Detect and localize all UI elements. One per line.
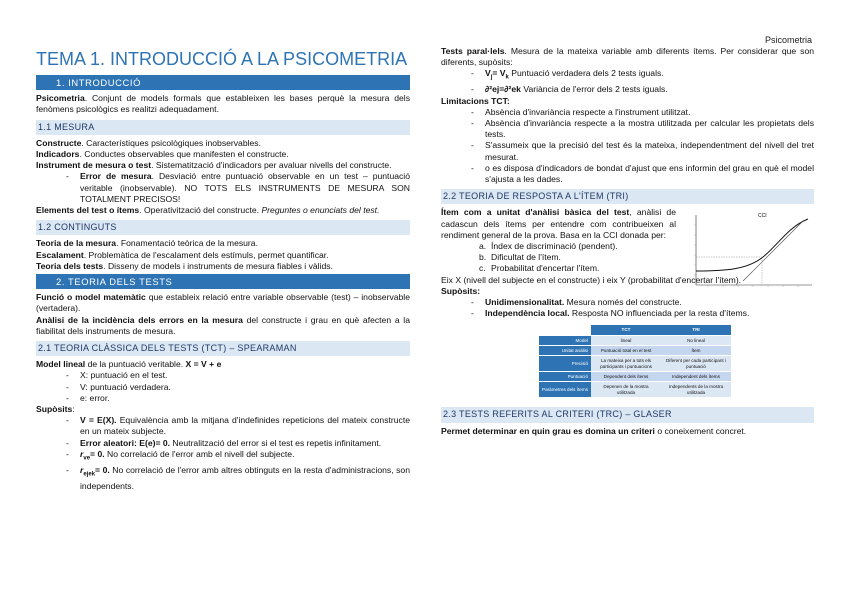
table-row [539, 346, 731, 356]
right-column [441, 46, 814, 437]
elements-def: Elements del test o ítems. Operativització del constructe. Preguntes o enunciats del test. [36, 205, 380, 216]
list-item: - V: puntuació verdadera. [66, 382, 410, 393]
list-item: - X: puntuació en el test. [66, 370, 410, 381]
cci-chart-label: CCI [758, 213, 767, 220]
left-column [36, 46, 410, 492]
list-item: - Absència d'invariància respecte a la mostra utilitzada per calcular les propietats dels tests. [471, 118, 814, 140]
cci-params [441, 241, 676, 275]
list-item: - Error aleatori: E(e)= 0. Neutralització del error si el test es repetis infinitament. [66, 438, 410, 449]
section-tri: 2.2 TEORIA DE RESPOSTA A L'ÍTEM (TRI) [441, 189, 814, 204]
error-list [36, 171, 410, 205]
page-header: Psicometria [764, 35, 812, 45]
table-cell: Independents de la mostra utilitzada [661, 382, 731, 398]
table-corner [539, 325, 591, 336]
table-row-label: Model [539, 336, 591, 346]
list-item: - ∂²ej=∂²ek Variància de l'error dels 2 tests iguals. [471, 84, 814, 95]
tri-text [441, 207, 676, 274]
tests-paralels-def: Tests paral·lels. Mesura de la mateixa variable amb diferents ítems. Per considerar que son diferents, supòsits: [441, 46, 815, 68]
list-item: - S'assumeix que la precisió del test és la mateixa, independentment del nivell del tret mesurat. [471, 140, 814, 162]
table-row [539, 382, 731, 398]
suposits-title: Supòsits: [36, 404, 75, 415]
teoria-mesura-def: Teoria de la mesura. Fonamentació teòrica de la mesura. [36, 238, 258, 249]
table-cell: No lineal [661, 336, 731, 346]
escalament-def: Escalament. Problemàtica de l'escalament dels estímuls, permet quantificar. [36, 249, 329, 260]
paralels-list [441, 68, 814, 95]
list-item: - e: error. [66, 393, 410, 404]
table-row [539, 372, 731, 382]
eix-def: Eix X (nivell del subjecte en el constructe) i eix Y (probabilitat d'encertar l'ítem). [441, 274, 742, 285]
section-trc: 2.3 TESTS REFERITS AL CRITERI (TRC) – GLASER [441, 407, 814, 422]
psicometria-def: Psicometria. Conjunt de models formals que estableixen les bases perquè la mesura dels fenòmens psicològics es realitzi adequadament. [36, 93, 410, 115]
cci-slope-line [743, 221, 803, 281]
table-cell: La mateixa per a tots els participants i puntuacions [591, 356, 661, 372]
trc-def: Permet determinar en quin grau es domina un criteri o coneixement concret. [441, 425, 747, 436]
list-item: - Unidimensionalitat. Mesura només del constructe. [471, 297, 814, 308]
constructe-def: Constructe. Característiques psicològiques inobservables. [36, 137, 261, 148]
analisi-def: Anàlisi de la incidència dels errors en la mesura del constructe i grau en què afecten a la fiabilitat dels instruments de mesura. [36, 314, 410, 336]
list-item: - o es disposa d'indicadors de bondat d'ajust que ens informin del grau en què el model s'ajusta a les dades. [471, 163, 814, 185]
table-cell: Puntuació total en el test [591, 346, 661, 356]
table-cell: Diferent per cada participant i puntuació [661, 356, 731, 372]
funcio-def: Funció o model matemàtic que estableix relació entre variable observable (test) – inobservable (vertadera). [36, 292, 410, 314]
limitacions-list [441, 107, 814, 185]
table-cell: Independent dels ítems [661, 372, 731, 382]
list-item: - Absència d'invariància respecte a l'instrument utilitzat. [471, 107, 814, 118]
page-title: TEMA 1. INTRODUCCIÓ A LA PSICOMETRIA [36, 49, 408, 69]
section-teoria-tests: 2. TEORIA DELS TESTS [36, 274, 410, 289]
table-row [539, 336, 731, 346]
table-row-label: Unitat anàlisi [539, 346, 591, 356]
table-cell: lineal [591, 336, 661, 346]
table-row-label: Paràmetres dels ítems [539, 382, 591, 398]
cci-chart [688, 209, 814, 291]
table-row-label: Precisió [539, 356, 591, 372]
section-tct: 2.1 TEORIA CLÀSSICA DELS TESTS (TCT) – SPEARAMAN [36, 341, 410, 356]
item-def: Ítem com a unitat d'anàlisi bàsica del test, anàlisi de cadascun dels ítems per entendre com contribueixen al rendiment general de la prova. Basa en la CCI donada per: [441, 207, 676, 240]
error-def: - Error de mesura. Desviació entre puntuació observable en un test – puntuació veritable (inobservable). NO TOTS ELS INSTRUMENTS DE MESURA SON TOTALMENT PRECISOS! [66, 171, 410, 205]
table-cell: Depenen de la mostra utilitzada [591, 382, 661, 398]
tri-suposits-list [441, 297, 814, 319]
indicadors-def: Indicadors. Conductes observables que manifesten el constructe. [36, 149, 289, 160]
table-row-label: Puntuació [539, 372, 591, 382]
comparison-table [539, 325, 731, 397]
model-lineal: Model lineal de la puntuació veritable. X = V + e [36, 359, 222, 370]
list-item: - V = E(X). Equivalència amb la mitjana d'indefinides repeticions del mateix constructe en un mateix subjecte. [66, 415, 410, 437]
table-header: TCT [591, 325, 661, 336]
list-item: - $r_{ve}= 0$. No correlació de l'error amb el nivell del subjecte. [66, 449, 410, 465]
instrument-def: Instrument de mesura o test. Sistematització d'indicadors per avaluar nivells del constructe. [36, 160, 392, 171]
list-item: a. Índex de discriminació (pendent). [479, 240, 618, 251]
tri-block [441, 207, 814, 274]
teoria-tests-def: Teoria dels tests. Disseny de models i instruments de mesura fiables i vàlids. [36, 260, 333, 271]
section-introduccio: 1. INTRODUCCIÓ [36, 75, 410, 90]
cci-curve [696, 219, 808, 271]
table-header: TRI [661, 325, 731, 336]
list-item: - $r_{ejek}= 0$. No correlació de l'error amb altres obtinguts en la resta d'administracions, son independents. [66, 465, 410, 492]
list-item: - Independència local. Resposta NO influenciada per la resta d'ítems. [471, 308, 814, 319]
section-continguts: 1.2 CONTINGUTS [36, 220, 410, 235]
model-items [36, 370, 410, 404]
table-header-row [539, 325, 731, 336]
suposits-list [36, 415, 410, 492]
table-cell: Ítem [661, 346, 731, 356]
list-item: - $V_j= V_k$ Puntuació verdadera dels 2 tests iguals. [471, 68, 814, 84]
list-item: b. Dificultat de l'ítem. [479, 252, 561, 263]
limitacions-title: Limitacions TCT: [441, 95, 510, 106]
table-cell: Dependent dels ítems [591, 372, 661, 382]
suposits-title-tri: Supòsits: [441, 285, 481, 296]
table-row [539, 356, 731, 372]
list-item: c. Probabilitat d'encertar l'ítem. [479, 263, 600, 274]
section-mesura: 1.1 MESURA [36, 120, 410, 135]
